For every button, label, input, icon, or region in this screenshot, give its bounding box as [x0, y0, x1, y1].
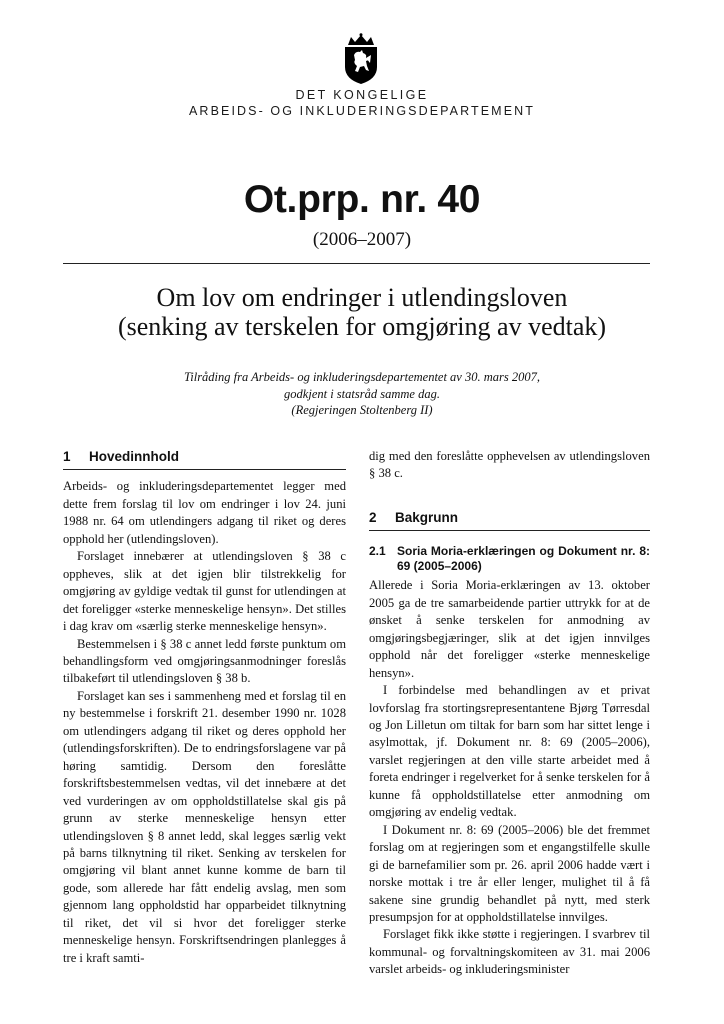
- paragraph: I Dokument nr. 8: 69 (2005–2006) ble det fremmet forslag om at regjeringen som et engangstilfelle skulle gi de barnefamilier som pr. 26. april 2006 hadde vært i norske mottak i tre år eller lenger, mulighet til å få sakene sine grundig behandlet på nytt, med sterk presumpsjon for at oppholdstillatelse innvilges.: [369, 822, 650, 924]
- paragraph: Bestemmelsen i § 38 c annet ledd første punktum om behandlingsform ved omgjøringsanmodninger foreslås tilbakeført til utlendingsloven § 38 b.: [63, 636, 346, 686]
- department-name-line2: ARBEIDS- OG INKLUDERINGSDEPARTEMENT: [189, 104, 535, 118]
- document-subtitle: [0, 283, 724, 341]
- paragraph-continued: dig med den foreslåtte opphevelsen av utlendingsloven § 38 c.: [369, 449, 650, 481]
- title-divider: [63, 263, 650, 264]
- document-title: Ot.prp. nr. 40: [243, 178, 481, 221]
- paragraph: Allerede i Soria Moria-erklæringen av 13. oktober 2005 ga de tre samarbeidende partier uttrykk for at de ønsket å senke terskelen for anmodning av omgjøringsbegjæringer, slik at det igjen innvilges opphold når det foreligger «sterke menneskelige hensyn».: [369, 578, 650, 680]
- section-heading-2: [369, 509, 650, 531]
- paragraph: I forbindelse med behandlingen av et privat lovforslag fra stortingsrepresentantene Bjørg Tørresdal og Jon Lilletun om tiltak for barn som har sittet lenge i asylmottak, jf. Dokument nr. 8: 69 (2005–2006), varslet regjeringen at den ville starte arbeidet med å foreta endringer i regelverket for å senke terskelen for å kunne få oppholdstillatelse etter anmodning om omgjøring av endelig vedtak.: [369, 683, 650, 820]
- document-session-years: (2006–2007): [312, 229, 412, 250]
- section-title: Bakgrunn: [395, 509, 459, 525]
- paragraph: Forslaget innebærer at utlendingsloven § 38 c oppheves, slik at det igjen blir tilstrekkelig for omgjøring av gyldige vedtak til gunst for utlendingen at det foreligger «sterke menneskelige hensyn». Det stilles i dag krav om «særlig sterke menneskelige hensyn».: [63, 549, 346, 634]
- right-column: [369, 448, 650, 979]
- subsection-heading-2-1: [369, 544, 650, 574]
- left-column: [63, 448, 346, 967]
- paragraph: Arbeids- og inkluderingsdepartementet legger med dette frem forslag til lov om endringer i lov 24. juni 1988 nr. 64 om utlendingers adgang til riket og deres opphold her (utlendingsloven).: [63, 479, 346, 546]
- approval-line2: godkjent i statsråd samme dag.: [284, 386, 440, 401]
- approval-line1: Tilråding fra Arbeids- og inkluderingsdepartementet av 30. mars 2007,: [183, 370, 540, 384]
- section-number: 1: [63, 449, 71, 464]
- subsection-number: 2.1: [369, 544, 386, 559]
- coat-of-arms-icon: [339, 33, 383, 85]
- department-name-line1: DET KONGELIGE: [295, 88, 429, 102]
- subsection-title: Soria Moria-erklæringen og Dokument nr. 8: 69 (2005–2006): [397, 544, 650, 574]
- section-number: 2: [369, 509, 377, 525]
- paragraph: Forslaget kan ses i sammenheng med et forslag til en ny bestemmelse i forskrift 21. desember 1990 nr. 1028 om utlendingers adgang til riket og deres opphold her (utlendingsforskriften). De to endringsforslagene var på høring samtidig. Dersom den foreslåtte forskriftsbestemmelsen vedtas, vil det innebære at det ved vurderingen av om oppholdstillatelse skal gis på grunn av sterke menneskelige hensyn etter utlendingsloven § 8 annet ledd, skal legges særlig vekt på barns tilknytning til riket. Senking av terskelen for omgjøring vil blant annet kunne komme de barn til gode, som allerede har fått endelig avslag, men som gjennom lang oppholdstid har opparbeidet tilknytning til riket, det vil si hvor det foreligger sterke menneskelige hensyn. Forskriftsendringen planlegges å tre i kraft samti-: [63, 688, 346, 965]
- approval-line3: (Regjeringen Stoltenberg II): [291, 403, 433, 417]
- approval-note: [0, 369, 724, 419]
- section-heading-1: [63, 448, 346, 470]
- paragraph: Forslaget fikk ikke støtte i regjeringen. I svarbrev til kommunal- og forvaltningskomiteen av 31. mai 2006 varslet arbeids- og inkluderingsminister: [369, 927, 650, 977]
- subtitle-line2: (senking av terskelen for omgjøring av vedtak): [117, 312, 607, 341]
- section-title: Hovedinnhold: [89, 449, 179, 464]
- subtitle-line1: Om lov om endringer i utlendingsloven: [156, 283, 568, 312]
